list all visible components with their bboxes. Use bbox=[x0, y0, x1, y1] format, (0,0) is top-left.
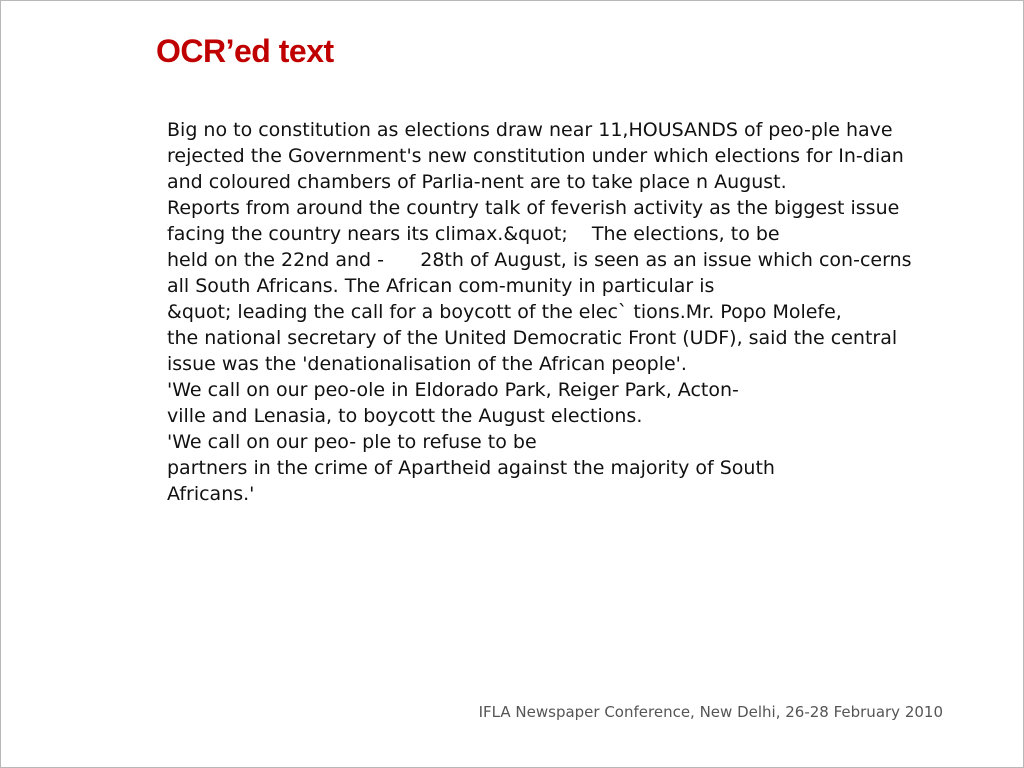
ocr-line: Africans.' bbox=[167, 483, 255, 505]
ocr-line: all South Africans. The African com-munity in particular is bbox=[167, 275, 715, 297]
ocr-line: the national secretary of the United Democratic Front (UDF), said the central bbox=[167, 327, 898, 349]
ocr-line: ville and Lenasia, to boycott the August elections. bbox=[167, 405, 643, 427]
ocr-line: rejected the Government's new constitution under which elections for In-dian bbox=[167, 145, 904, 167]
ocr-line: Big no to constitution as elections draw near 11,HOUSANDS of peo-ple have bbox=[167, 119, 893, 141]
ocr-line: and coloured chambers of Parlia-nent are to take place n August. bbox=[167, 171, 787, 193]
ocr-line: &quot; leading the call for a boycott of the elec` tions.Mr. Popo Molefe, bbox=[167, 301, 842, 323]
ocr-line: partners in the crime of Apartheid against the majority of South bbox=[167, 457, 775, 479]
ocr-line: held on the 22nd and - 28th of August, is seen as an issue which con-cerns bbox=[167, 249, 912, 271]
ocr-line: Reports from around the country talk of feverish activity as the biggest issue bbox=[167, 197, 900, 219]
ocr-line: facing the country nears its climax.&quot; The elections, to be bbox=[167, 223, 780, 245]
ocr-line: 'We call on our peo-ole in Eldorado Park, Reiger Park, Acton- bbox=[167, 379, 739, 401]
ocr-line: 'We call on our peo- ple to refuse to be bbox=[167, 431, 537, 453]
ocr-text-body bbox=[167, 119, 912, 509]
slide-footer: IFLA Newspaper Conference, New Delhi, 26-28 February 2010 bbox=[478, 703, 943, 721]
slide-title: OCR’ed text bbox=[156, 33, 334, 69]
ocr-line: issue was the 'denationalisation of the African people'. bbox=[167, 353, 687, 375]
